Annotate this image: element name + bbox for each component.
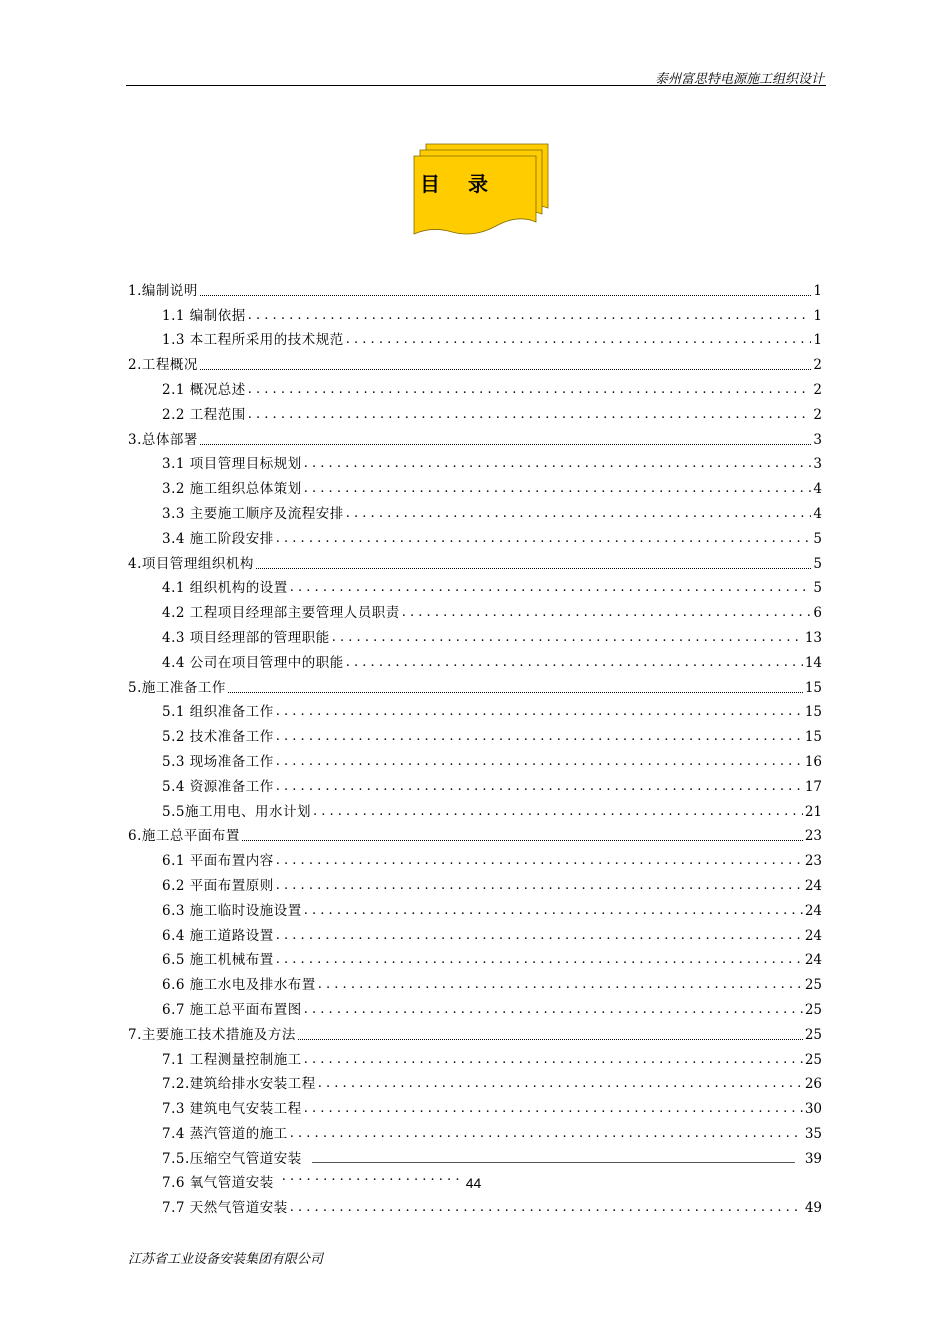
toc-entry-label: 6.5 施工机械布置 (162, 952, 274, 969)
toc-entry-page: 26 (804, 1076, 822, 1093)
toc-entry[interactable] (128, 797, 822, 822)
toc-entry-label: 7.4 蒸汽管道的施工 (162, 1125, 288, 1142)
toc-leader (248, 380, 812, 400)
toc-entry-page: 39 (804, 1150, 822, 1167)
toc-entry-label: 6.4 施工道路设置 (162, 927, 274, 944)
toc-leader (200, 295, 812, 296)
toc-entry-label: 7.7 天然气管道安装 (162, 1200, 288, 1217)
toc-leader (200, 369, 812, 370)
toc-entry[interactable] (128, 846, 822, 871)
toc-leader (304, 479, 812, 499)
toc-leader (200, 444, 812, 445)
toc-entry[interactable] (128, 301, 822, 326)
toc-entry-label: 6.7 施工总平面布置图 (162, 1001, 302, 1018)
toc-entry-page: 49 (804, 1200, 822, 1217)
toc-leader (304, 454, 812, 474)
toc-entry[interactable] (128, 450, 822, 475)
toc-entry[interactable] (128, 1144, 822, 1169)
toc-entry[interactable] (128, 1020, 822, 1045)
toc-entry[interactable] (128, 822, 822, 847)
toc-entry-page: 24 (804, 902, 822, 919)
toc-entry[interactable] (128, 648, 822, 673)
toc-leader (242, 840, 803, 841)
toc-title: 目录 (420, 172, 516, 196)
toc-leader (304, 1050, 803, 1070)
toc-entry-page: 16 (804, 753, 822, 770)
toc-entry[interactable] (128, 871, 822, 896)
toc-entry-label: 3.总体部署 (128, 431, 198, 448)
toc-entry-label: 5.2 技术准备工作 (162, 729, 274, 746)
toc-entry-label: 6.1 平面布置内容 (162, 853, 274, 870)
toc-entry-label: 7.6 氧气管道安装 (162, 1175, 274, 1192)
toc-entry-page: 15 (804, 729, 822, 746)
toc-entry-label: 2.工程概况 (128, 357, 198, 374)
toc-entry[interactable] (128, 1070, 822, 1095)
toc-entry[interactable] (128, 326, 822, 351)
toc-entry-page: 23 (804, 828, 822, 845)
toc-leader (276, 950, 803, 970)
toc-entry[interactable] (128, 896, 822, 921)
toc-leader (276, 926, 803, 946)
toc-entry[interactable] (128, 722, 822, 747)
toc-entry[interactable] (128, 375, 822, 400)
toc-leader (312, 1162, 795, 1163)
toc-entry-label: 7.5.压缩空气管道安装 (162, 1150, 302, 1167)
toc-entry-label: 1.1 编制依据 (162, 307, 246, 324)
toc-leader (318, 975, 803, 995)
toc-entry-label: 3.3 主要施工顺序及流程安排 (162, 505, 344, 522)
toc-entry-label: 4.4 公司在项目管理中的职能 (162, 654, 344, 671)
toc-entry-label: 1.3 本工程所采用的技术规范 (162, 332, 344, 349)
toc-leader (346, 504, 812, 524)
toc-entry-page: 3 (813, 456, 822, 473)
footer-company: 江苏省工业设备安装集团有限公司 (128, 1252, 324, 1267)
toc-entry[interactable] (128, 276, 822, 301)
toc-entry[interactable] (128, 698, 822, 723)
toc-entry[interactable] (128, 1193, 822, 1218)
header-title: 泰州富思特电源施工组织设计 (654, 72, 824, 87)
toc-entry-label: 3.1 项目管理目标规划 (162, 456, 302, 473)
toc-entry-label: 3.2 施工组织总体策划 (162, 481, 302, 498)
toc-entry-label: 5.3 现场准备工作 (162, 753, 274, 770)
toc-entry-page: 5 (813, 580, 822, 597)
toc-entry-label: 7.3 建筑电气安装工程 (162, 1101, 302, 1118)
toc-entry-page: 30 (804, 1101, 822, 1118)
toc-entry-label: 6.3 施工临时设施设置 (162, 902, 302, 919)
toc-entry-page: 1 (813, 282, 822, 299)
toc-leader (276, 529, 812, 549)
toc-entry-label: 4.2 工程项目经理部主要管理人员职责 (162, 605, 400, 622)
toc-leader (346, 330, 812, 350)
toc-entry-page: 25 (804, 1001, 822, 1018)
toc-entry[interactable] (128, 673, 822, 698)
toc-entry-label: 5.4 资源准备工作 (162, 778, 274, 795)
toc-leader (276, 727, 803, 747)
toc-entry-label: 5.施工准备工作 (128, 679, 226, 696)
toc-leader (304, 1000, 803, 1020)
toc-entry-label: 7.2.建筑给排水安装工程 (162, 1076, 316, 1093)
toc-entry-page: 25 (804, 1051, 822, 1068)
toc-entry-label: 6.2 平面布置原则 (162, 877, 274, 894)
toc-entry[interactable] (128, 970, 822, 995)
toc-entry[interactable] (128, 747, 822, 772)
toc-entry-label: 5.5施工用电、用水计划 (162, 803, 311, 820)
toc-leader (282, 1167, 462, 1187)
header-rule (126, 85, 826, 86)
toc-leader (276, 876, 803, 896)
toc-entry[interactable] (128, 1094, 822, 1119)
toc-entry-page: 5 (813, 555, 822, 572)
toc-leader (248, 405, 812, 425)
toc-entry-label: 1.编制说明 (128, 282, 198, 299)
toc-entry-page: 4 (813, 481, 822, 498)
toc-leader (304, 1099, 803, 1119)
toc-leader (276, 702, 803, 722)
toc-entry[interactable] (128, 425, 822, 450)
toc-entry[interactable] (128, 946, 822, 971)
toc-entry-page: 14 (804, 654, 822, 671)
toc-entry[interactable] (128, 574, 822, 599)
toc-entry[interactable] (128, 350, 822, 375)
toc-entry-page: 24 (804, 952, 822, 969)
toc-leader (228, 692, 803, 693)
toc-entry-page: 1 (813, 332, 822, 349)
toc-leader (402, 603, 812, 623)
toc-entry-page: 2 (813, 406, 822, 423)
toc-entry-page: 2 (813, 357, 822, 374)
toc-entry-page: 2 (813, 381, 822, 398)
toc-entry[interactable] (128, 772, 822, 797)
toc-leader (248, 306, 812, 326)
table-of-contents (128, 276, 822, 1218)
toc-leader (304, 901, 803, 921)
toc-entry-label: 4.1 组织机构的设置 (162, 580, 288, 597)
toc-entry-page: 21 (804, 803, 822, 820)
toc-entry-page: 6 (813, 605, 822, 622)
toc-leader (276, 777, 803, 797)
toc-entry-page: 25 (804, 977, 822, 994)
toc-entry-label: 5.1 组织准备工作 (162, 704, 274, 721)
toc-entry-label: 7.1 工程测量控制施工 (162, 1051, 302, 1068)
toc-entry-page: 25 (804, 1026, 822, 1043)
toc-leader (290, 578, 812, 598)
toc-entry-label: 6.6 施工水电及排水布置 (162, 977, 316, 994)
toc-entry-page: 23 (804, 853, 822, 870)
toc-entry[interactable] (128, 1119, 822, 1144)
toc-entry-page: 17 (804, 778, 822, 795)
toc-leader (290, 1198, 803, 1218)
toc-entry[interactable] (128, 623, 822, 648)
toc-entry[interactable] (128, 474, 822, 499)
toc-entry[interactable] (128, 995, 822, 1020)
toc-entry[interactable] (128, 1169, 822, 1194)
toc-entry[interactable] (128, 400, 822, 425)
toc-leader (332, 628, 803, 648)
toc-entry-page: 4 (813, 505, 822, 522)
toc-entry-page: 5 (813, 530, 822, 547)
toc-leader (276, 752, 803, 772)
toc-entry[interactable] (128, 524, 822, 549)
toc-leader (318, 1074, 803, 1094)
toc-entry-page: 15 (804, 679, 822, 696)
toc-entry-page: 15 (804, 704, 822, 721)
toc-entry-label: 4.3 项目经理部的管理职能 (162, 629, 330, 646)
toc-leader (256, 568, 812, 569)
toc-leader (276, 851, 803, 871)
toc-leader (346, 653, 803, 673)
toc-entry-label: 2.1 概况总述 (162, 381, 246, 398)
toc-entry-page: 24 (804, 927, 822, 944)
toc-entry-page: 35 (804, 1125, 822, 1142)
toc-entry-page: 3 (813, 431, 822, 448)
toc-entry-label: 6.施工总平面布置 (128, 828, 240, 845)
toc-entry[interactable] (128, 1045, 822, 1070)
toc-entry[interactable] (128, 598, 822, 623)
toc-entry-label: 7.主要施工技术措施及方法 (128, 1026, 296, 1043)
toc-leader (290, 1124, 803, 1144)
toc-leader (298, 1039, 803, 1040)
toc-entry-page: 13 (804, 629, 822, 646)
toc-entry-page: 24 (804, 877, 822, 894)
toc-entry[interactable] (128, 549, 822, 574)
toc-leader (313, 802, 803, 822)
toc-entry-label: 3.4 施工阶段安排 (162, 530, 274, 547)
toc-entry-page: 1 (813, 307, 822, 324)
toc-entry[interactable] (128, 499, 822, 524)
toc-entry-label: 2.2 工程范围 (162, 406, 246, 423)
toc-entry[interactable] (128, 921, 822, 946)
toc-entry-page: 44 (465, 1175, 482, 1192)
toc-entry-label: 4.项目管理组织机构 (128, 555, 254, 572)
